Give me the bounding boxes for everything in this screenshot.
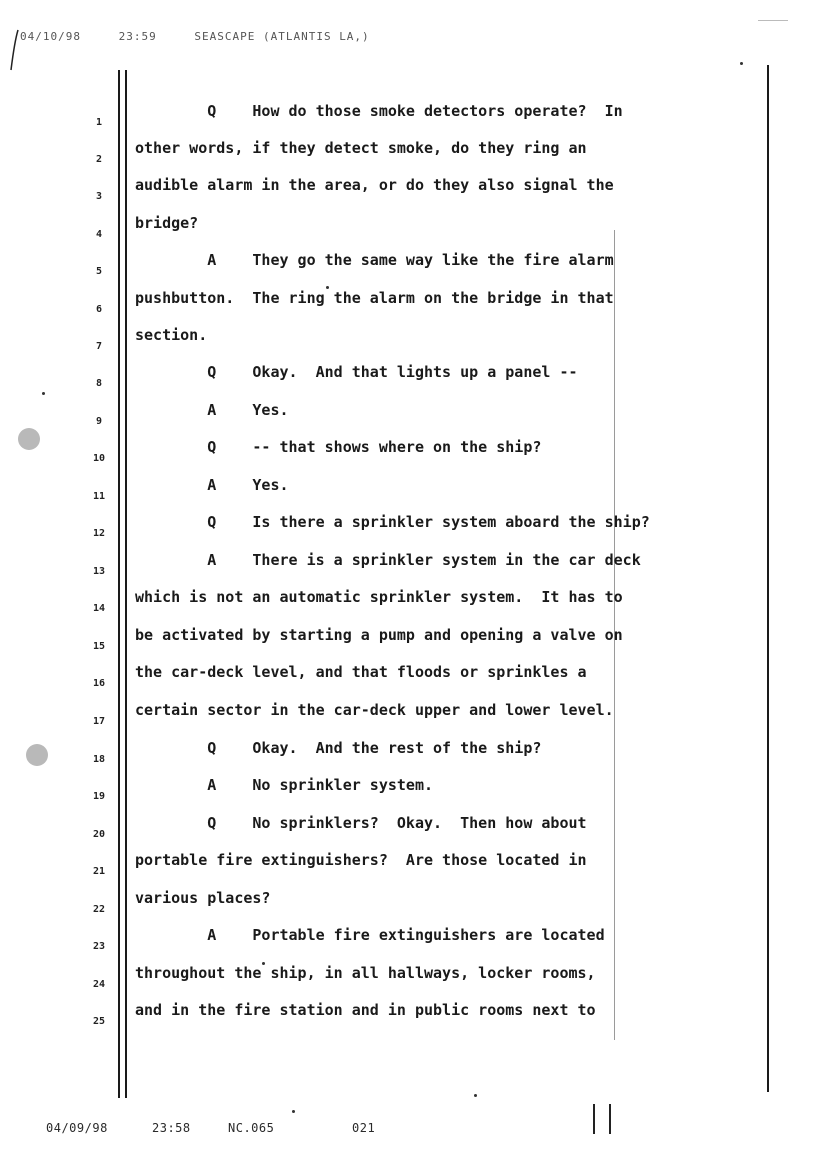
transcript-line: be activated by starting a pump and opening a valve on bbox=[135, 626, 623, 644]
footer-time: 23:58 bbox=[152, 1121, 191, 1135]
fax-header-time: 23:59 bbox=[118, 30, 157, 43]
scan-speck bbox=[474, 1094, 477, 1097]
line-number: 5 bbox=[95, 266, 103, 277]
footer-reference: NC.065 bbox=[228, 1121, 275, 1135]
left-margin-rule-inner bbox=[125, 70, 127, 1098]
transcript-line: the car-deck level, and that floods or sprinkles a bbox=[135, 663, 587, 681]
transcript-line: audible alarm in the area, or do they also signal the bbox=[135, 176, 614, 194]
line-number: 6 bbox=[95, 304, 103, 315]
line-number: 23 bbox=[92, 941, 106, 952]
line-number: 8 bbox=[95, 378, 103, 389]
line-number: 24 bbox=[92, 979, 106, 990]
transcript-line: section. bbox=[135, 326, 208, 344]
transcript-line: bridge? bbox=[135, 214, 199, 232]
line-number: 18 bbox=[92, 754, 106, 765]
transcript-line: A Portable fire extinguishers are located bbox=[135, 926, 605, 944]
line-number: 1 bbox=[95, 117, 103, 128]
fax-header-sender: SEASCAPE (ATLANTIS LA,) bbox=[194, 30, 370, 43]
transcript-line: throughout the ship, in all hallways, locker rooms, bbox=[135, 964, 596, 982]
scan-speck bbox=[42, 392, 45, 395]
transcript-line: A No sprinkler system. bbox=[135, 776, 434, 794]
right-margin-rule bbox=[767, 65, 769, 1092]
scan-speck bbox=[740, 62, 743, 65]
line-number: 4 bbox=[95, 229, 103, 240]
line-number: 21 bbox=[92, 866, 106, 877]
transcript-line: Q Is there a sprinkler system aboard the ship? bbox=[135, 513, 650, 531]
transcript-line: Q Okay. And the rest of the ship? bbox=[135, 739, 542, 757]
fax-header-date: 04/10/98 bbox=[20, 30, 81, 43]
line-number: 9 bbox=[95, 416, 103, 427]
line-number: 16 bbox=[92, 678, 106, 689]
line-number: 14 bbox=[92, 603, 106, 614]
line-number: 12 bbox=[92, 528, 106, 539]
line-number: 2 bbox=[95, 154, 103, 165]
transcript-line: other words, if they detect smoke, do they ring an bbox=[135, 139, 587, 157]
transcript-line: portable fire extinguishers? Are those located in bbox=[135, 851, 587, 869]
transcript-line: Q How do those smoke detectors operate? In bbox=[135, 102, 623, 120]
transcript-line: pushbutton. The ring the alarm on the bridge in that bbox=[135, 289, 614, 307]
footer-bar-marks bbox=[593, 1104, 613, 1134]
transcript-line: various places? bbox=[135, 889, 271, 907]
transcript-line: Q No sprinklers? Okay. Then how about bbox=[135, 814, 587, 832]
line-number: 3 bbox=[95, 191, 103, 202]
line-number: 20 bbox=[92, 829, 106, 840]
footer-date: 04/09/98 bbox=[46, 1121, 108, 1135]
line-number: 10 bbox=[92, 453, 106, 464]
left-margin-rule bbox=[118, 70, 120, 1098]
line-number: 11 bbox=[92, 491, 106, 502]
transcript-line: and in the fire station and in public rooms next to bbox=[135, 1001, 596, 1019]
transcript-line: Q -- that shows where on the ship? bbox=[135, 438, 542, 456]
scan-speck bbox=[292, 1110, 295, 1113]
transcript-line: A There is a sprinkler system in the car deck bbox=[135, 551, 641, 569]
transcript-line: A Yes. bbox=[135, 476, 289, 494]
punch-hole bbox=[18, 428, 40, 450]
transcript-line: A They go the same way like the fire alarm bbox=[135, 251, 614, 269]
transcript-line: which is not an automatic sprinkler system. It has to bbox=[135, 588, 623, 606]
line-number: 15 bbox=[92, 641, 106, 652]
corner-tick bbox=[758, 20, 788, 21]
line-number: 25 bbox=[92, 1016, 106, 1027]
fax-header-stamp bbox=[20, 30, 400, 43]
transcript-line: certain sector in the car-deck upper and lower level. bbox=[135, 701, 614, 719]
transcript-line: A Yes. bbox=[135, 401, 289, 419]
transcript-line: Q Okay. And that lights up a panel -- bbox=[135, 363, 578, 381]
footer-page-number: 021 bbox=[352, 1121, 376, 1135]
line-number: 7 bbox=[95, 341, 103, 352]
line-number: 19 bbox=[92, 791, 106, 802]
punch-hole bbox=[26, 744, 48, 766]
line-number: 17 bbox=[92, 716, 106, 727]
line-number: 13 bbox=[92, 566, 106, 577]
line-number: 22 bbox=[92, 904, 106, 915]
